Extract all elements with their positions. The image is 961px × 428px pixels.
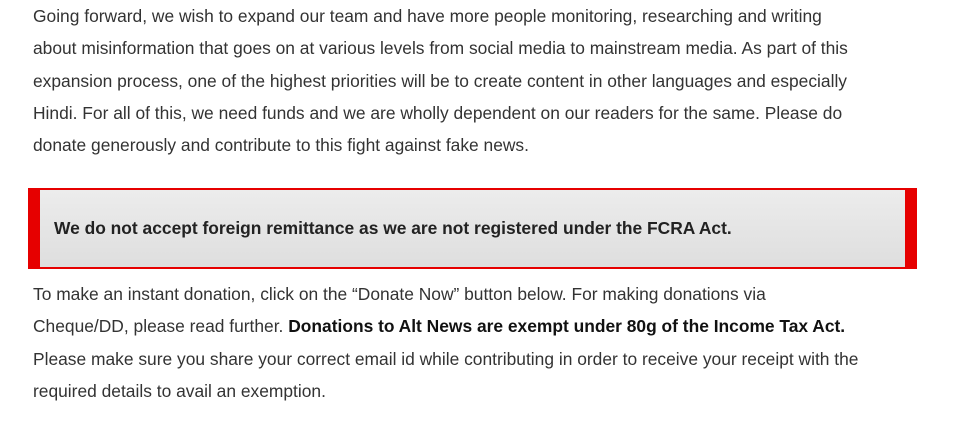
donation-info-text: Cheque/DD, please read further. <box>33 316 289 337</box>
intro-line: donate generously and contribute to this fight against fake news. <box>33 135 529 156</box>
donation-info-paragraph <box>33 278 933 407</box>
donation-info-line: Please make sure you share your correct email id while contributing in order to receive your receipt with the <box>33 348 859 369</box>
fcra-notice-text: We do not accept foreign remittance as we are not registered under the FCRA Act. <box>54 218 732 238</box>
fcra-notice-box <box>28 188 917 269</box>
intro-line: about misinformation that goes on at various levels from social media to mainstream media. As part of this <box>33 38 848 59</box>
intro-line: expansion process, one of the highest priorities will be to create content in other languages and especially <box>33 70 847 91</box>
intro-paragraph <box>33 0 933 161</box>
donation-info-line: To make an instant donation, click on the “Donate Now” button below. For making donations via <box>33 284 766 304</box>
intro-line: Going forward, we wish to expand our team and have more people monitoring, researching and writing <box>33 6 822 26</box>
intro-line: Hindi. For all of this, we need funds and we are wholly dependent on our readers for the same. Please do <box>33 102 843 123</box>
donation-info-line <box>33 310 933 342</box>
donation-info-line: required details to avail an exemption. <box>33 380 326 401</box>
tax-exemption-note: Donations to Alt News are exempt under 80g of the Income Tax Act. <box>288 316 846 337</box>
